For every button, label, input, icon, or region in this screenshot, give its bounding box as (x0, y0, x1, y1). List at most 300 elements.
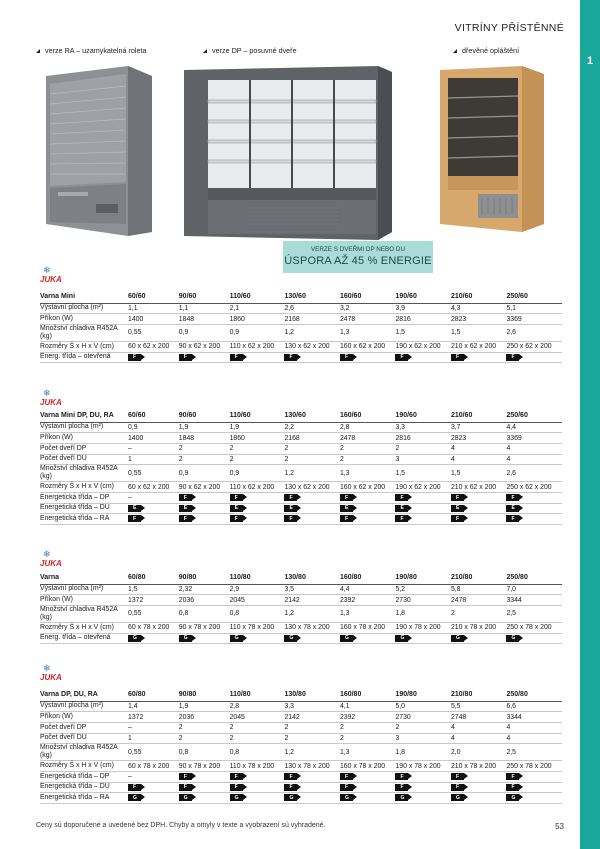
table-cell: 1372 (128, 712, 179, 723)
table-cell: 2748 (451, 712, 507, 723)
energy-label-icon: F (506, 773, 519, 780)
snowflake-icon: ❄ (43, 265, 51, 275)
footer-note: Ceny sú doporučené a uvedené bez DPH. Chyby a omyly v texte a vyobrazení sú vyhradené. (36, 822, 326, 829)
table-row (40, 303, 562, 314)
energy-label-icon: G (179, 794, 192, 801)
table-cell: 2730 (395, 595, 451, 606)
table-cell: 2142 (284, 712, 340, 723)
table-cell: 2142 (284, 595, 340, 606)
table-cell: 130 x 78 x 200 (284, 622, 340, 633)
energy-class-cell (340, 492, 396, 503)
table-cell: 2478 (340, 314, 396, 325)
table-cell: 3,5 (284, 584, 340, 595)
row-label: Energetická třída – RA (40, 514, 128, 525)
energy-class-cell (179, 514, 230, 525)
row-label: Rozměry Š x H x V (cm) (40, 761, 128, 772)
table-cell: 2 (340, 722, 396, 733)
energy-label-icon: G (340, 794, 353, 801)
table-title: Varna Mini (40, 291, 128, 303)
row-label: Počet dveří DU (40, 733, 128, 744)
energy-label-icon: F (284, 773, 297, 780)
table-cell: 110 x 62 x 200 (230, 341, 285, 352)
row-label: Výstavní plocha (m²) (40, 701, 128, 712)
table-cell: 2 (340, 733, 396, 744)
table-row (40, 422, 562, 433)
table-cell: 60 x 78 x 200 (128, 761, 179, 772)
table-header-row (40, 410, 562, 422)
table-cell: 2,32 (179, 584, 230, 595)
energy-class-cell (179, 782, 230, 793)
energy-label-icon: G (284, 794, 297, 801)
table-cell: 5,2 (395, 584, 451, 595)
table-cell: 250 x 62 x 200 (506, 482, 562, 493)
table-row (40, 433, 562, 444)
table-cell: 3 (395, 733, 451, 744)
energy-class-cell (284, 352, 340, 363)
chapter-tab (580, 0, 600, 849)
showcase-ra-photo (40, 64, 158, 236)
energy-label-icon: F (395, 784, 408, 791)
table-row (40, 465, 562, 482)
snowflake-icon: ❄ (43, 549, 51, 559)
table-cell: 2 (395, 722, 451, 733)
table-cell: 2 (230, 733, 285, 744)
energy-class-cell (506, 782, 562, 793)
table-cell: 2 (284, 443, 340, 454)
table-cell: 4 (451, 454, 507, 465)
table-row (40, 443, 562, 454)
table-cell: 1,3 (340, 324, 396, 341)
table-row (40, 514, 562, 525)
table-cell: 0,9 (179, 324, 230, 341)
energy-label-icon: F (230, 515, 243, 522)
row-label: Příkon (W) (40, 314, 128, 325)
table-cell: 2823 (451, 433, 507, 444)
table-cell: 1,5 (451, 324, 507, 341)
table-cell: 4,4 (506, 422, 562, 433)
column-header: 90/60 (179, 410, 230, 422)
column-header: 130/60 (284, 291, 340, 303)
energy-class-cell (340, 793, 396, 804)
table-cell: 5,1 (506, 303, 562, 314)
table-cell: 130 x 62 x 200 (284, 341, 340, 352)
row-label: Energetická třída – DP (40, 492, 128, 503)
chapter-number: 1 (586, 55, 594, 67)
energy-class-cell (284, 771, 340, 782)
table-cell: 4 (506, 454, 562, 465)
column-header: 190/60 (395, 291, 451, 303)
table-cell: 0,9 (230, 324, 285, 341)
energy-label-icon: G (451, 794, 464, 801)
table-cell: 210 x 62 x 200 (451, 482, 507, 493)
energy-label-icon: G (128, 635, 141, 642)
table-row (40, 584, 562, 595)
energy-class-cell (395, 782, 451, 793)
table-cell: 0,8 (230, 605, 285, 622)
energy-label-icon: G (284, 635, 297, 642)
energy-label-icon: F (506, 494, 519, 501)
table-row (40, 454, 562, 465)
column-header: 160/80 (340, 572, 396, 584)
column-header: 190/60 (395, 410, 451, 422)
energy-class-cell (395, 633, 451, 644)
image-label-wood: dřevěné opláštění (453, 46, 519, 55)
table-cell: 4,1 (340, 701, 396, 712)
energy-label-icon: E (506, 505, 519, 512)
energy-class-cell (128, 633, 179, 644)
table-cell: 60 x 62 x 200 (128, 482, 179, 493)
table-cell: 2 (395, 443, 451, 454)
table-cell: 160 x 78 x 200 (340, 761, 396, 772)
table-cell: 1,9 (179, 701, 230, 712)
column-header: 250/60 (506, 291, 562, 303)
column-header: 210/60 (451, 291, 507, 303)
table-cell: 0,8 (230, 744, 285, 761)
energy-label-icon: F (395, 515, 408, 522)
section-title: VITRÍNY PŘÍSTĚNNÉ (454, 22, 564, 34)
table-cell: 210 x 78 x 200 (451, 622, 507, 633)
energy-label-icon: E (128, 505, 141, 512)
table-cell: 3,2 (340, 303, 396, 314)
energy-label-icon: G (128, 794, 141, 801)
table-cell: 4,3 (451, 303, 507, 314)
row-label: Množství chladiva R452A (kg) (40, 465, 128, 482)
row-label: Množství chladiva R452A (kg) (40, 744, 128, 761)
energy-class-cell (230, 503, 285, 514)
table-cell: 2,8 (340, 422, 396, 433)
table-cell: 3,3 (284, 701, 340, 712)
energy-class-cell (230, 793, 285, 804)
showcase-wood-photo (438, 64, 548, 234)
table-row (40, 605, 562, 622)
table-cell: 1,1 (128, 303, 179, 314)
energy-class-cell (451, 771, 507, 782)
column-header: 110/80 (230, 689, 285, 701)
table-cell: 2730 (395, 712, 451, 723)
table-header-row (40, 572, 562, 584)
spec-table-varna (40, 572, 562, 644)
table-cell: 2,2 (284, 422, 340, 433)
energy-label-icon: G (395, 635, 408, 642)
table-cell: 1860 (230, 433, 285, 444)
table-cell: 1 (128, 733, 179, 744)
column-header: 60/80 (128, 572, 179, 584)
column-header: 90/80 (179, 689, 230, 701)
table-cell: 5,8 (451, 584, 507, 595)
energy-label-icon: F (451, 494, 464, 501)
table-cell: 1,3 (340, 744, 396, 761)
table-cell: 0,8 (179, 744, 230, 761)
energy-class-cell (451, 503, 507, 514)
row-label: Energetická třída – DP (40, 771, 128, 782)
table-cell: 90 x 78 x 200 (179, 622, 230, 633)
table-cell: 2 (179, 454, 230, 465)
table-cell: 2 (284, 733, 340, 744)
energy-class-cell (179, 793, 230, 804)
table-cell: 0,55 (128, 324, 179, 341)
table-cell: 2816 (395, 314, 451, 325)
table-cell: 0,9 (230, 465, 285, 482)
table-cell: 2 (230, 443, 285, 454)
energy-class-cell (506, 514, 562, 525)
table-row (40, 341, 562, 352)
table-title: Varna Mini DP, DU, RA (40, 410, 128, 422)
energy-label-icon: G (179, 635, 192, 642)
energy-class-cell (284, 633, 340, 644)
table-cell: 1848 (179, 314, 230, 325)
table-cell: 1,5 (395, 324, 451, 341)
energy-class-cell (230, 771, 285, 782)
row-label: Energ. třída – otevřená (40, 352, 128, 363)
energy-label-icon: F (128, 784, 141, 791)
table-cell: 1,5 (451, 465, 507, 482)
table-cell: 190 x 62 x 200 (395, 482, 451, 493)
energy-class-cell (179, 492, 230, 503)
table-cell: 1,2 (284, 324, 340, 341)
energy-class-cell (451, 633, 507, 644)
table-cell: 2,6 (284, 303, 340, 314)
table-cell: 1,4 (128, 701, 179, 712)
table-row (40, 633, 562, 644)
energy-label-icon: F (340, 773, 353, 780)
juka-logo: ❄ JUKA (40, 550, 66, 572)
energy-label-icon: F (340, 515, 353, 522)
table-cell: 110 x 78 x 200 (230, 622, 285, 633)
energy-class-cell (230, 633, 285, 644)
table-cell: 2392 (340, 712, 396, 723)
promo-line2: ÚSPORA AŽ 45 % ENERGIE (284, 255, 432, 267)
table-cell: 3369 (506, 314, 562, 325)
energy-class-cell (230, 514, 285, 525)
table-cell: 2 (340, 443, 396, 454)
energy-class-cell (451, 492, 507, 503)
table-cell: 60 x 78 x 200 (128, 622, 179, 633)
row-label: Příkon (W) (40, 433, 128, 444)
energy-class-cell (340, 514, 396, 525)
page-number: 53 (555, 822, 564, 831)
table-cell: 2,6 (506, 465, 562, 482)
column-header: 160/60 (340, 410, 396, 422)
table-cell: 2,1 (230, 303, 285, 314)
row-label: Rozměry Š x H x V (cm) (40, 341, 128, 352)
table-cell: 4,4 (340, 584, 396, 595)
row-label: Příkon (W) (40, 712, 128, 723)
table-cell: 2 (230, 722, 285, 733)
column-header: 90/80 (179, 572, 230, 584)
energy-label-icon: F (179, 354, 192, 361)
row-label: Příkon (W) (40, 595, 128, 606)
energy-label-icon: F (230, 784, 243, 791)
energy-class-cell (395, 514, 451, 525)
table-cell: 90 x 62 x 200 (179, 341, 230, 352)
energy-label-icon: F (230, 494, 243, 501)
energy-label-icon: F (284, 494, 297, 501)
row-label: Výstavní plocha (m²) (40, 422, 128, 433)
table-cell: 3369 (506, 433, 562, 444)
energy-label-icon: F (451, 515, 464, 522)
column-header: 210/60 (451, 410, 507, 422)
table-cell: – (128, 722, 179, 733)
energy-label-icon: F (451, 354, 464, 361)
table-cell: 2,6 (506, 324, 562, 341)
table-title: Varna DP, DU, RA (40, 689, 128, 701)
table-cell: 2,5 (506, 605, 562, 622)
table-cell: 1,5 (128, 584, 179, 595)
table-cell: 2 (179, 733, 230, 744)
table-cell: 2823 (451, 314, 507, 325)
table-row (40, 782, 562, 793)
table-cell: 1,8 (395, 605, 451, 622)
table-cell: 2392 (340, 595, 396, 606)
table-cell: 1,1 (179, 303, 230, 314)
table-cell: 3,7 (451, 422, 507, 433)
table-cell: 0,55 (128, 744, 179, 761)
energy-label-icon: E (451, 505, 464, 512)
table-cell: 160 x 62 x 200 (340, 341, 396, 352)
table-row (40, 744, 562, 761)
energy-class-cell (128, 782, 179, 793)
table-cell: 4 (506, 443, 562, 454)
energy-label-icon: F (128, 354, 141, 361)
energy-class-cell (284, 492, 340, 503)
table-cell: 0,55 (128, 605, 179, 622)
table-cell: 2 (340, 454, 396, 465)
table-cell: 2478 (340, 433, 396, 444)
energy-class-cell (230, 492, 285, 503)
table-cell: 1 (128, 454, 179, 465)
energy-label-icon: F (284, 515, 297, 522)
row-label: Rozměry Š x H x V (cm) (40, 482, 128, 493)
table-cell: 3 (395, 454, 451, 465)
table-cell: 2168 (284, 314, 340, 325)
table-row (40, 595, 562, 606)
column-header: 130/80 (284, 572, 340, 584)
table-cell: 2 (179, 443, 230, 454)
table-cell: 90 x 78 x 200 (179, 761, 230, 772)
energy-class-cell (128, 793, 179, 804)
table-cell: 3,3 (395, 422, 451, 433)
table-cell: 0,9 (179, 465, 230, 482)
energy-class-cell (395, 503, 451, 514)
table-cell: 2478 (451, 595, 507, 606)
table-cell: 3344 (506, 712, 562, 723)
row-label: Energetická třída – DU (40, 503, 128, 514)
column-header: 110/60 (230, 410, 285, 422)
table-cell: – (128, 492, 179, 503)
energy-label-icon: E (395, 505, 408, 512)
energy-label-icon: F (395, 773, 408, 780)
table-cell: 190 x 78 x 200 (395, 761, 451, 772)
table-cell: 250 x 62 x 200 (506, 341, 562, 352)
juka-logo: ❄ JUKA (40, 266, 66, 288)
table-cell: 250 x 78 x 200 (506, 761, 562, 772)
table-cell: 130 x 62 x 200 (284, 482, 340, 493)
energy-label-icon: F (179, 515, 192, 522)
table-cell: 1,3 (340, 605, 396, 622)
table-title: Varna (40, 572, 128, 584)
column-header: 210/80 (451, 572, 507, 584)
table-cell: 2036 (179, 712, 230, 723)
table-cell: 2,0 (451, 744, 507, 761)
table-row (40, 324, 562, 341)
column-header: 60/60 (128, 291, 179, 303)
energy-label-icon: F (340, 784, 353, 791)
energy-label-icon: E (179, 505, 192, 512)
table-cell: 2 (179, 722, 230, 733)
table-cell: 1,2 (284, 605, 340, 622)
column-header: 250/80 (506, 572, 562, 584)
table-cell: 2168 (284, 433, 340, 444)
energy-label-icon: E (230, 505, 243, 512)
table-row (40, 733, 562, 744)
table-cell: 160 x 62 x 200 (340, 482, 396, 493)
table-cell: 2 (230, 454, 285, 465)
table-cell: 2,9 (230, 584, 285, 595)
row-label: Počet dveří DU (40, 454, 128, 465)
table-row (40, 622, 562, 633)
energy-class-cell (230, 352, 285, 363)
table-cell: 0,9 (128, 422, 179, 433)
table-cell: 1,8 (395, 744, 451, 761)
table-cell: 2036 (179, 595, 230, 606)
table-cell: 4 (506, 733, 562, 744)
table-cell: 4 (506, 722, 562, 733)
energy-label-icon: F (506, 515, 519, 522)
spec-table-varna-mini (40, 291, 562, 363)
energy-label-icon: F (179, 494, 192, 501)
row-label: Množství chladiva R452A (kg) (40, 324, 128, 341)
table-cell: 6,6 (506, 701, 562, 712)
row-label: Počet dveří DP (40, 443, 128, 454)
column-header: 250/80 (506, 689, 562, 701)
table-cell: 3,9 (395, 303, 451, 314)
energy-label-icon: F (230, 354, 243, 361)
row-label: Množství chladiva R452A (kg) (40, 605, 128, 622)
energy-class-cell (506, 633, 562, 644)
energy-label-icon: F (451, 773, 464, 780)
column-header: 130/60 (284, 410, 340, 422)
spec-table-varna-dp-du-ra (40, 689, 562, 804)
column-header: 190/80 (395, 572, 451, 584)
table-cell: 90 x 62 x 200 (179, 482, 230, 493)
table-cell: 1,9 (179, 422, 230, 433)
table-row (40, 722, 562, 733)
table-cell: 0,55 (128, 465, 179, 482)
table-cell: 2816 (395, 433, 451, 444)
table-cell: – (128, 771, 179, 782)
energy-class-cell (284, 782, 340, 793)
juka-logo: ❄ JUKA (40, 664, 66, 686)
energy-label-icon: F (451, 784, 464, 791)
table-row (40, 771, 562, 782)
energy-class-cell (451, 514, 507, 525)
promo-line1: VERZE S DVEŘMI DP NEBO DU (310, 246, 405, 253)
energy-class-cell (340, 782, 396, 793)
energy-class-cell (128, 503, 179, 514)
energy-label-icon: G (340, 635, 353, 642)
energy-class-cell (395, 492, 451, 503)
energy-class-cell (179, 633, 230, 644)
column-header: 210/80 (451, 689, 507, 701)
table-cell: 3344 (506, 595, 562, 606)
column-header: 110/80 (230, 572, 285, 584)
energy-class-cell (451, 782, 507, 793)
table-cell: 2045 (230, 595, 285, 606)
column-header: 60/60 (128, 410, 179, 422)
table-cell: 1400 (128, 433, 179, 444)
energy-class-cell (179, 352, 230, 363)
energy-label-icon: G (395, 794, 408, 801)
